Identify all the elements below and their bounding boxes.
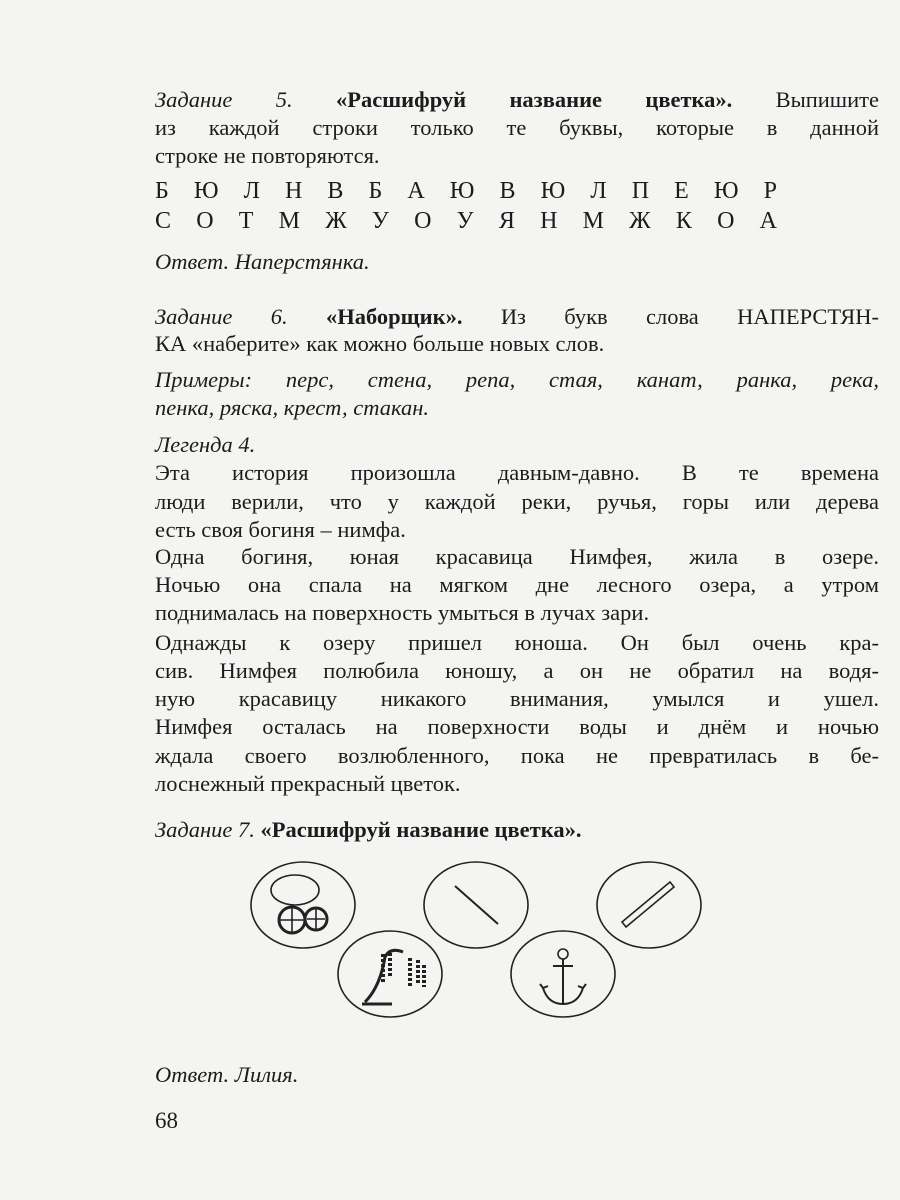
letter: О	[196, 208, 214, 234]
letter: О	[414, 208, 432, 234]
legend-p3-line: ную красавицу никакого внимания, умылся и ушел.	[155, 686, 879, 711]
task5-title: «Расшифруй название цветка».	[335, 87, 733, 112]
legend-p3-line: ждала своего возлюбленного, пока не превратилась в бе-	[155, 743, 879, 768]
letters-row-2	[155, 206, 777, 236]
letter: Ж	[325, 208, 347, 234]
task6-label: Задание 6.	[155, 304, 288, 329]
needle-icon	[424, 862, 528, 948]
letter: М	[582, 208, 604, 234]
task7-label: Задание 7.	[155, 817, 255, 842]
letter: Я	[498, 208, 515, 234]
letter: П	[631, 178, 650, 204]
legend-p1-line: есть своя богиня – нимфа.	[155, 517, 406, 542]
letter: В	[499, 178, 516, 204]
page-number: 68	[155, 1108, 178, 1133]
letter: У	[456, 208, 474, 234]
letter: Ю	[193, 178, 219, 204]
willow-icon	[338, 931, 442, 1017]
letter: Н	[284, 178, 303, 204]
task7-line	[155, 816, 879, 844]
letter: Б	[155, 178, 169, 204]
letter: Ж	[629, 208, 651, 234]
legend-p3-line: сив. Нимфея полюбила юношу, а он не обратил на водя-	[155, 658, 879, 683]
legend-p1-line: люди верили, что у каждой реки, ручья, горы или дерева	[155, 489, 879, 514]
letter: А	[759, 208, 777, 234]
task7-title: «Расшифруй название цветка».	[260, 817, 582, 842]
task5-line-2: из каждой строки только те буквы, которые в данной	[155, 115, 879, 140]
letter: Л	[243, 178, 260, 204]
anchor-icon	[511, 931, 615, 1017]
letter: Б	[368, 178, 383, 204]
task5-label: Задание 5.	[155, 87, 293, 112]
task5-text: Выпишите	[775, 87, 879, 112]
legend-p2-line: Одна богиня, юная красавица Нимфея, жила в озере.	[155, 544, 879, 569]
task6-line-1	[155, 303, 879, 331]
picture-puzzle	[240, 850, 720, 1030]
letters-row-1	[155, 176, 777, 206]
task6-text: Из букв слова НАПЕРСТЯН-	[500, 304, 880, 329]
examples-line-1: Примеры: перс, стена, репа, стая, канат, ранка, река,	[155, 367, 879, 392]
letter: Л	[590, 178, 607, 204]
letter: Р	[763, 178, 777, 204]
legend-p2-line: поднималась на поверхность умыться в лучах зари.	[155, 600, 650, 625]
legend-p3-line: Нимфея осталась на поверхности воды и днём и ночью	[155, 714, 879, 739]
legend-p1-line: Эта история произошла давным-давно. В те времена	[155, 460, 879, 485]
letter: О	[717, 208, 735, 234]
task5-line-3: строке не повторяются.	[155, 143, 380, 168]
legend-title: Легенда 4.	[155, 432, 256, 457]
letter: Н	[540, 208, 558, 234]
lemon-icon	[251, 862, 355, 948]
examples-line-2: пенка, ряска, крест, стакан.	[155, 395, 429, 420]
legend-p2-line: Ночью она спала на мягком дне лесного озера, а утром	[155, 572, 879, 597]
legend-p3-line: лоснежный прекрасный цветок.	[155, 771, 461, 796]
letter: Ю	[449, 178, 475, 204]
letter: А	[407, 178, 425, 204]
letter: У	[371, 208, 389, 234]
letter: В	[327, 178, 344, 204]
legend-p3-line: Однажды к озеру пришел юноша. Он был очень кра-	[155, 630, 879, 655]
letter: К	[675, 208, 692, 234]
letter: Т	[238, 208, 254, 234]
answer-5: Ответ. Наперстянка.	[155, 249, 370, 274]
letter: С	[155, 208, 172, 234]
letter: Ю	[540, 178, 566, 204]
task6-line-2: КА «наберите» как можно больше новых слов.	[155, 331, 605, 356]
task5-line-1	[155, 86, 879, 114]
letter: Ю	[713, 178, 739, 204]
letter: Е	[674, 178, 689, 204]
ruler-icon	[597, 862, 701, 948]
answer-7: Ответ. Лилия.	[155, 1062, 299, 1087]
letter: М	[278, 208, 300, 234]
task6-title: «Наборщик».	[325, 304, 463, 329]
